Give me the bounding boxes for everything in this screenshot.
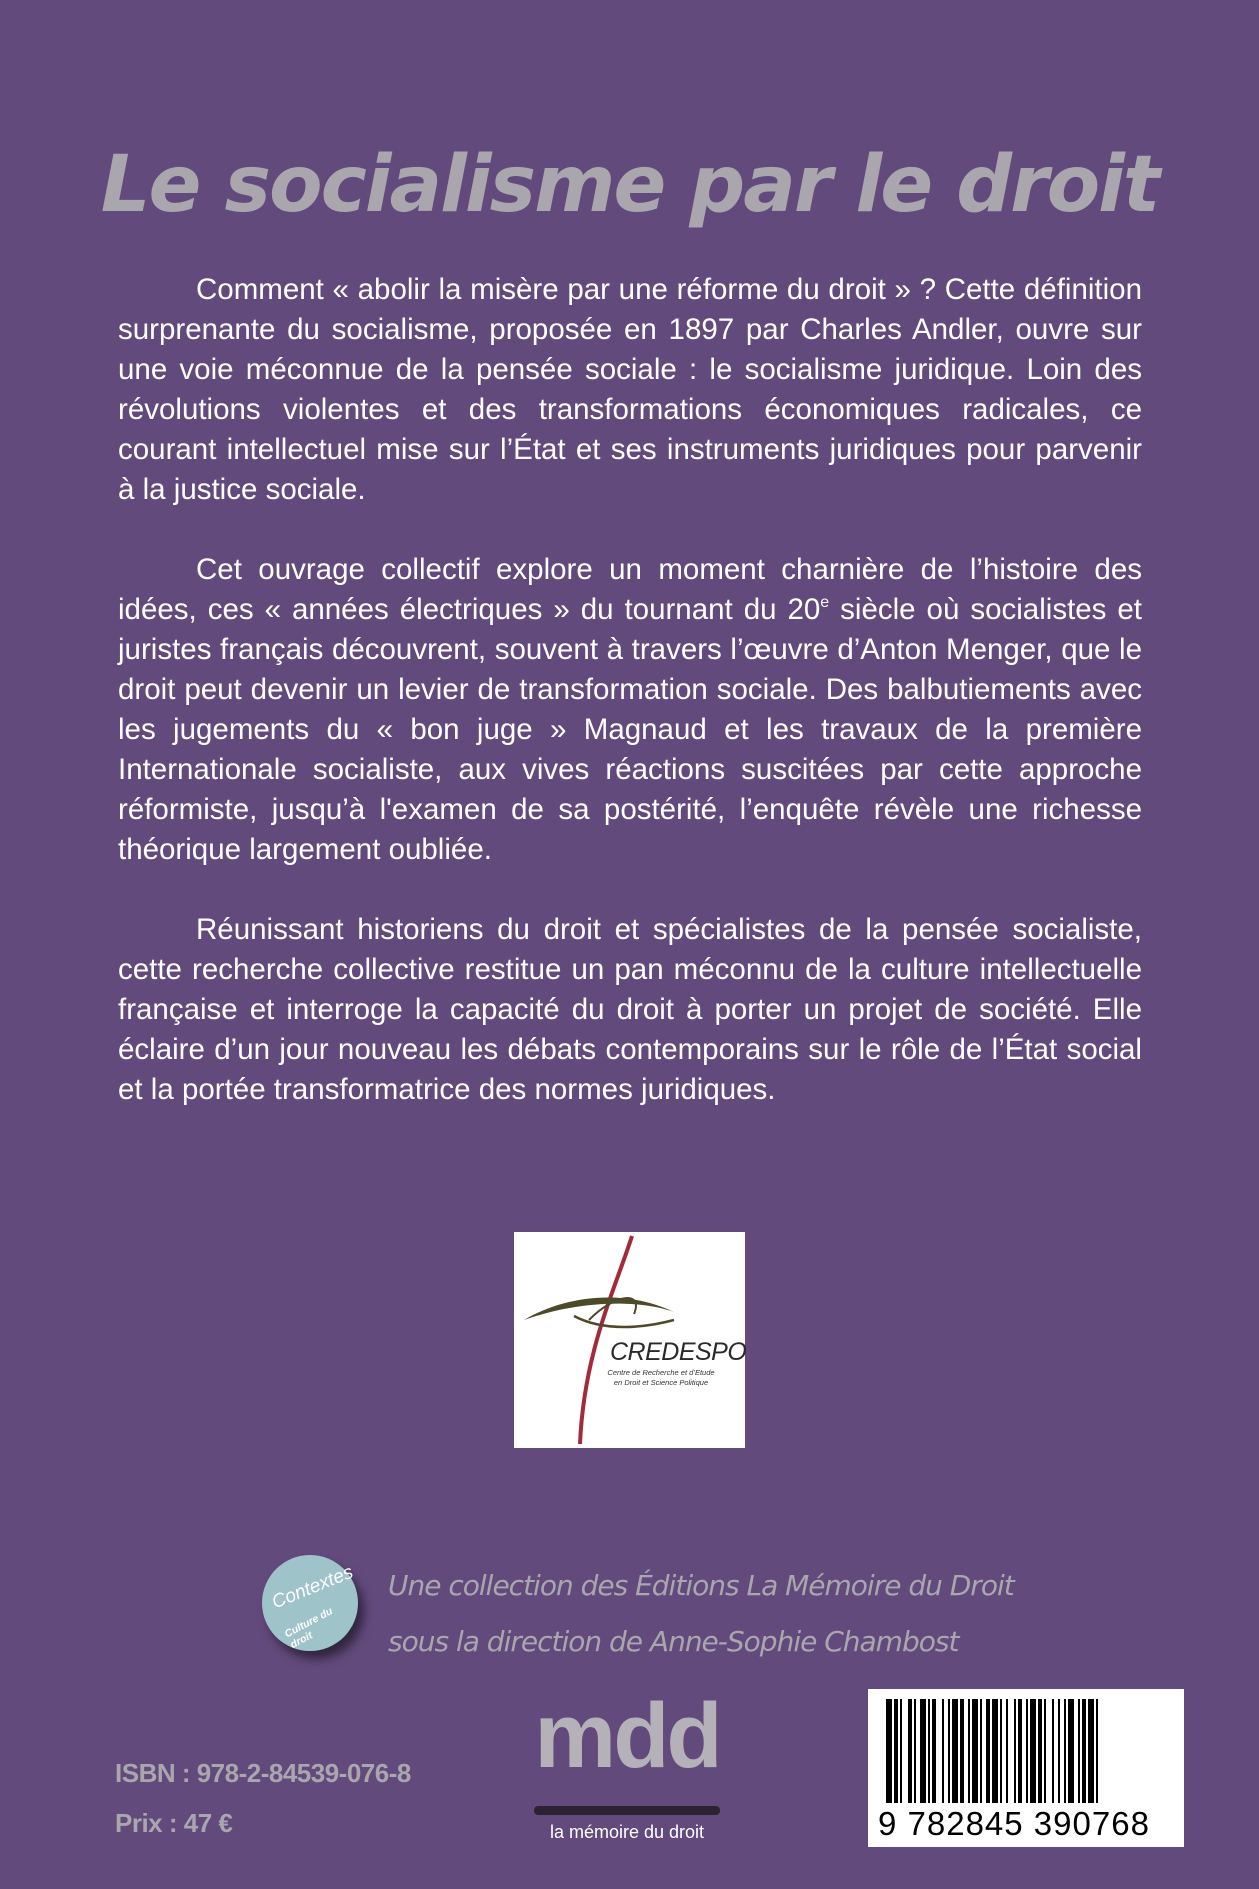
paragraph-1: Comment « abolir la misère par une réforme du droit » ? Cette définition surprenante du socialisme, proposée en 1897 par Charles Andler, ouvre sur une voie méconnue de la pensée sociale : le socialisme juridique. Loin des révolutions violentes et des transformations économiques radicales, ce courant intellectuel mise sur l’État et ses instruments juridiques pour parvenir à la justice sociale.: [118, 273, 1142, 506]
barcode-number: 9 782845 390768: [878, 1805, 1150, 1842]
isbn: ISBN : 978-2-84539-076-8: [115, 1758, 411, 1788]
collection-info: [388, 1558, 1014, 1670]
credespo-name: CREDESPO: [610, 1338, 747, 1366]
century-superscript: e: [820, 594, 830, 611]
book-title: Le socialisme par le droit: [100, 140, 1159, 230]
publisher-logo: [530, 1685, 724, 1842]
publisher-logo-bar: [534, 1806, 720, 1815]
back-cover-text: [118, 270, 1142, 1150]
badge-culture-du-droit: Culture du droit: [282, 1605, 335, 1651]
credespo-subtitle: Centre de Recherche et d’Etude en Droit et Science Politique: [607, 1368, 715, 1387]
barcode: [868, 1689, 1184, 1847]
paragraph-2: [118, 550, 1142, 870]
collection-line-1: Une collection des Éditions La Mémoire du Droit: [388, 1569, 1014, 1602]
paragraph-2-end: siècle où socialistes et juristes français découvrent, souvent à travers l’œuvre d’Anton Menger, que le droit peut devenir un levier de transformation sociale. Des balbutiements avec les jugements du « bon juge » Magnaud et les travaux de la première Internationale socialiste, aux vives réactions suscitées par cette approche réformiste, jusqu’à l'examen de sa postérité, l’enquête révèle une richesse théorique largement oubliée.: [118, 593, 1142, 866]
paragraph-3: Réunissant historiens du droit et spécialistes de la pensée socialiste, cette recherche collective restitue un pan méconnu de la culture intellectuelle française et interroge la capacité du droit à porter un projet de société. Elle éclaire d’un jour nouveau les débats contemporains sur le rôle de l’État social et la portée transformatrice des normes juridiques.: [118, 913, 1142, 1106]
publisher-logo-caption: la mémoire du droit: [549, 1822, 705, 1842]
collection-line-2: sous la direction de Anne-Sophie Chambost: [388, 1625, 959, 1658]
paragraph-2-start: Cet ouvrage collectif explore un moment charnière de l’histoire des idées, ces « années électriques » du tournant du 20: [118, 553, 1142, 626]
credespo-logo: [514, 1232, 745, 1448]
badge-contextes: Contextes: [268, 1561, 357, 1614]
publisher-logo-letters: mdd: [534, 1685, 720, 1787]
barcode-bars-icon: [882, 1699, 1170, 1803]
collection-badge: [262, 1555, 358, 1651]
price: Prix : 47 €: [115, 1808, 233, 1838]
